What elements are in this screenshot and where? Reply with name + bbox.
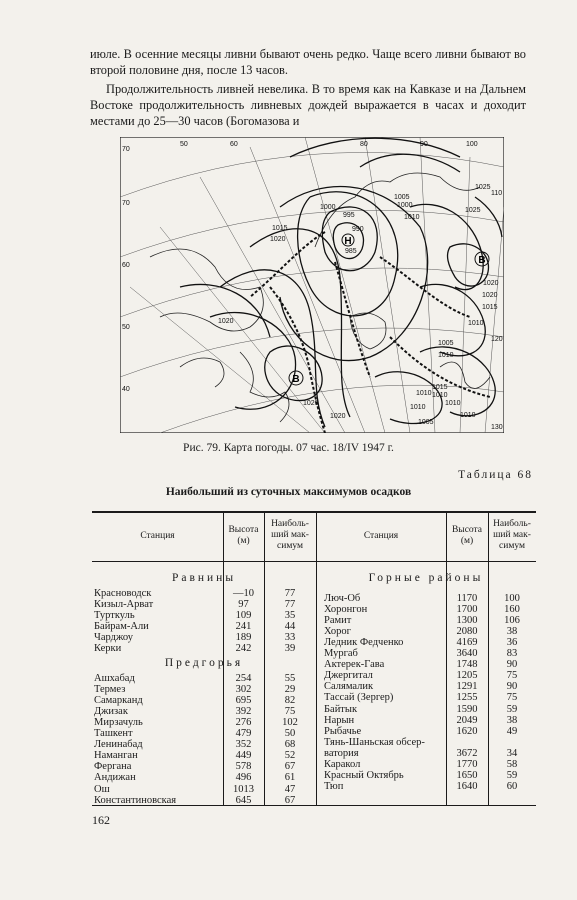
station-name: Джизак [94,706,128,718]
svg-text:60: 60 [230,141,238,148]
station-height: 449 [235,750,252,762]
station-max: 100 [504,593,520,604]
table-row [92,714,536,729]
station-name: Салямалик [324,681,374,693]
table-row [92,725,536,740]
station-max: 58 [506,758,518,770]
station-name: Ленинабад [94,739,143,751]
station-max: 49 [506,725,518,737]
station-height: 302 [235,684,252,696]
group-mountains: Горные районы [368,572,484,584]
table-row [92,593,536,604]
svg-text:130: 130 [491,424,503,431]
svg-text:70: 70 [122,146,130,153]
header-max-left: Наиболь- ший мак- симум [271,519,309,551]
station-height: 254 [235,673,252,684]
station-height: 1013 [233,783,254,795]
station-max: 36 [506,637,518,649]
station-name: Хорог [324,626,351,638]
station-height: 1650 [456,769,478,781]
svg-text:1010: 1010 [416,390,432,397]
station-height: 276 [235,717,252,729]
svg-text:1020: 1020 [482,292,498,299]
group-plains: Равнины [171,572,237,584]
station-height: 1700 [456,604,478,616]
station-max: 75 [506,670,518,682]
page-number: 162 [92,813,110,827]
station-name: Ашхабад [94,673,135,684]
svg-text:1005: 1005 [438,340,454,347]
station-name: Самарканд [94,695,143,707]
station-height: 4169 [456,637,478,649]
svg-text:90: 90 [420,141,428,148]
station-max: 35 [284,610,296,622]
svg-text:1020: 1020 [303,400,319,407]
station-height: 3640 [456,648,478,660]
table-row [92,626,536,637]
table-row [92,781,536,792]
station-name: Термез [94,684,126,696]
table-row [92,758,536,773]
station-name: ватория [324,747,359,759]
station-max: 160 [504,604,520,616]
station-name: Рамит [324,615,352,627]
weather-map [120,137,504,433]
svg-text:1015: 1015 [272,225,288,232]
station-height: 242 [235,643,252,655]
svg-text:В: В [478,255,486,266]
station-name: Нарын [324,714,355,726]
station-height: 241 [235,621,252,633]
station-height: 109 [235,610,252,622]
station-name: Тюп [324,780,344,792]
station-height: 496 [235,772,252,784]
header-station-left: Станция [140,531,175,541]
svg-text:1010: 1010 [468,320,484,327]
station-height: 97 [238,599,249,611]
station-max: 102 [282,717,298,729]
station-height: 2049 [456,714,478,726]
svg-text:1015: 1015 [432,384,448,391]
station-height: 578 [235,761,252,773]
svg-text:120: 120 [491,336,503,343]
station-max: 67 [284,794,296,806]
table-row [92,795,536,806]
station-name: Кизыл-Арват [94,599,154,611]
station-name: Мирзачуль [94,717,143,729]
station-name: Хоронгон [324,604,368,616]
svg-text:В: В [292,374,300,385]
svg-text:1025: 1025 [475,184,491,191]
svg-text:1020: 1020 [330,413,346,420]
station-max: 61 [284,772,296,784]
station-name: Байтык [324,703,358,715]
group-foothills: Предгорья [164,657,244,669]
station-name: Ташкент [94,728,133,740]
station-name: Тянь-Шаньская обсер- [324,736,425,748]
station-name: Байрам-Али [94,621,149,633]
table-number: Таблица 68 [458,469,533,481]
station-name: Люч-Об [324,593,361,604]
header-max-right: Наиболь- ший мак- симум [493,519,531,551]
svg-text:1010: 1010 [404,214,420,221]
station-max: 55 [284,673,296,684]
station-max: 75 [506,692,518,704]
svg-text:1020: 1020 [483,280,499,287]
station-height: 2080 [456,626,478,638]
station-height: 3672 [456,747,478,759]
station-height: 695 [235,695,252,707]
header-height-left: Высота (м) [228,525,259,546]
table-top-rule [92,511,536,513]
station-name: Ледник Федченко [324,637,404,649]
table-row [92,648,536,659]
station-name: Андижан [94,772,136,784]
station-max: 38 [506,626,518,638]
table-row [92,769,536,784]
table-row [92,670,536,681]
svg-text:990: 990 [352,226,364,233]
station-name: Фергана [94,761,132,773]
precipitation-table [92,511,536,807]
svg-text:100: 100 [466,141,478,148]
paragraph-1: июле. В осенние месяцы ливни бывают очень редко. Чаще всего ливни бывают во второй половине дня, после 13 часов. [90,47,526,77]
header-height-right: Высота (м) [451,525,483,546]
svg-text:40: 40 [122,386,130,393]
station-height: 1291 [456,681,478,693]
station-name: Наманган [94,750,138,762]
station-max: 75 [284,706,296,718]
station-max: 33 [284,632,296,644]
svg-text:60: 60 [122,262,130,269]
station-max: 29 [284,684,296,696]
station-max: 50 [284,728,296,740]
svg-text:1005: 1005 [394,194,410,201]
station-max: 82 [284,695,296,707]
table-row [92,692,536,703]
svg-text:1010: 1010 [438,352,454,359]
svg-text:1020: 1020 [270,236,286,243]
station-name: Рыбачье [324,725,362,737]
station-max: 67 [284,761,296,773]
station-height: 479 [235,728,252,740]
svg-text:985: 985 [345,248,357,255]
station-name: Чарджоу [94,632,134,644]
station-max: 39 [284,643,296,655]
svg-text:70: 70 [122,200,130,207]
station-max: 68 [284,739,296,751]
table-row [92,604,536,615]
svg-text:50: 50 [122,324,130,331]
station-height: 1255 [456,692,478,704]
svg-text:1025: 1025 [465,207,481,214]
svg-text:1010: 1010 [445,400,461,407]
station-max: 90 [506,681,518,693]
svg-text:Н: Н [344,236,352,247]
svg-text:1000: 1000 [320,204,336,211]
svg-text:1020: 1020 [218,318,234,325]
station-max: 106 [504,615,520,627]
station-max: 38 [506,714,518,726]
station-height: 392 [235,706,252,718]
svg-text:1010: 1010 [460,412,476,419]
station-max: 47 [284,783,296,795]
station-max: 77 [284,588,296,599]
svg-text:1005: 1005 [418,419,434,426]
svg-text:1010: 1010 [432,392,448,399]
station-max: 44 [284,621,296,633]
station-max: 59 [506,769,518,781]
table-row [92,615,536,626]
station-name: Каракол [324,758,361,770]
table-row [92,659,536,670]
table-header-rule [92,561,536,562]
station-name: Турткуль [94,610,135,622]
svg-text:995: 995 [343,212,355,219]
svg-text:1015: 1015 [482,304,498,311]
paragraph-2: Продолжительность ливней невелика. В то время как на Кавказе и на Дальнем Востоке продолжительность ливневых дождей выражается в часах и доходит местами до 25—30 часов (Богомазова и [90,82,526,128]
station-name: Красноводск [94,588,152,599]
table-row [92,736,536,751]
station-height: 1300 [456,615,478,627]
station-height: 1640 [456,780,478,792]
header-station-right: Станция [363,531,399,541]
station-height: 1170 [456,593,478,604]
station-name: Тассай (Зергер) [324,692,394,704]
station-name: Мургаб [324,648,358,660]
station-height: 352 [235,739,252,751]
station-name: Константиновская [94,794,177,806]
table-row [92,703,536,718]
station-max: 59 [506,703,518,715]
table-title: Наибольший из суточных максимумов осадков [165,486,412,498]
station-name: Керки [94,643,122,655]
station-height: 1770 [456,758,478,770]
station-max: 90 [506,659,518,671]
svg-text:1000: 1000 [397,202,413,209]
figure-caption: Рис. 79. Карта погоды. 07 час. 18/IV 1947 г. [183,442,394,454]
station-height: 189 [235,632,252,644]
station-height: —10 [233,588,254,599]
svg-text:80: 80 [360,141,368,148]
station-name: Джергитал [324,670,373,682]
station-max: 52 [284,750,296,762]
station-name: Ош [94,783,110,795]
table-row [92,747,536,762]
station-name: Актерек-Гава [324,659,385,671]
station-max: 60 [506,780,518,792]
station-height: 1748 [456,659,478,671]
svg-text:1010: 1010 [410,404,426,411]
svg-text:110: 110 [491,190,503,197]
station-height: 1620 [456,725,478,737]
svg-text:50: 50 [180,141,188,148]
station-max: 77 [284,599,296,611]
station-height: 1590 [456,703,478,715]
table-row [92,681,536,692]
station-height: 645 [235,794,252,806]
station-name: Красный Октябрь [324,769,404,781]
station-max: 34 [506,747,518,759]
station-height: 1205 [456,670,478,682]
table-row [92,637,536,648]
station-max: 83 [506,648,518,660]
